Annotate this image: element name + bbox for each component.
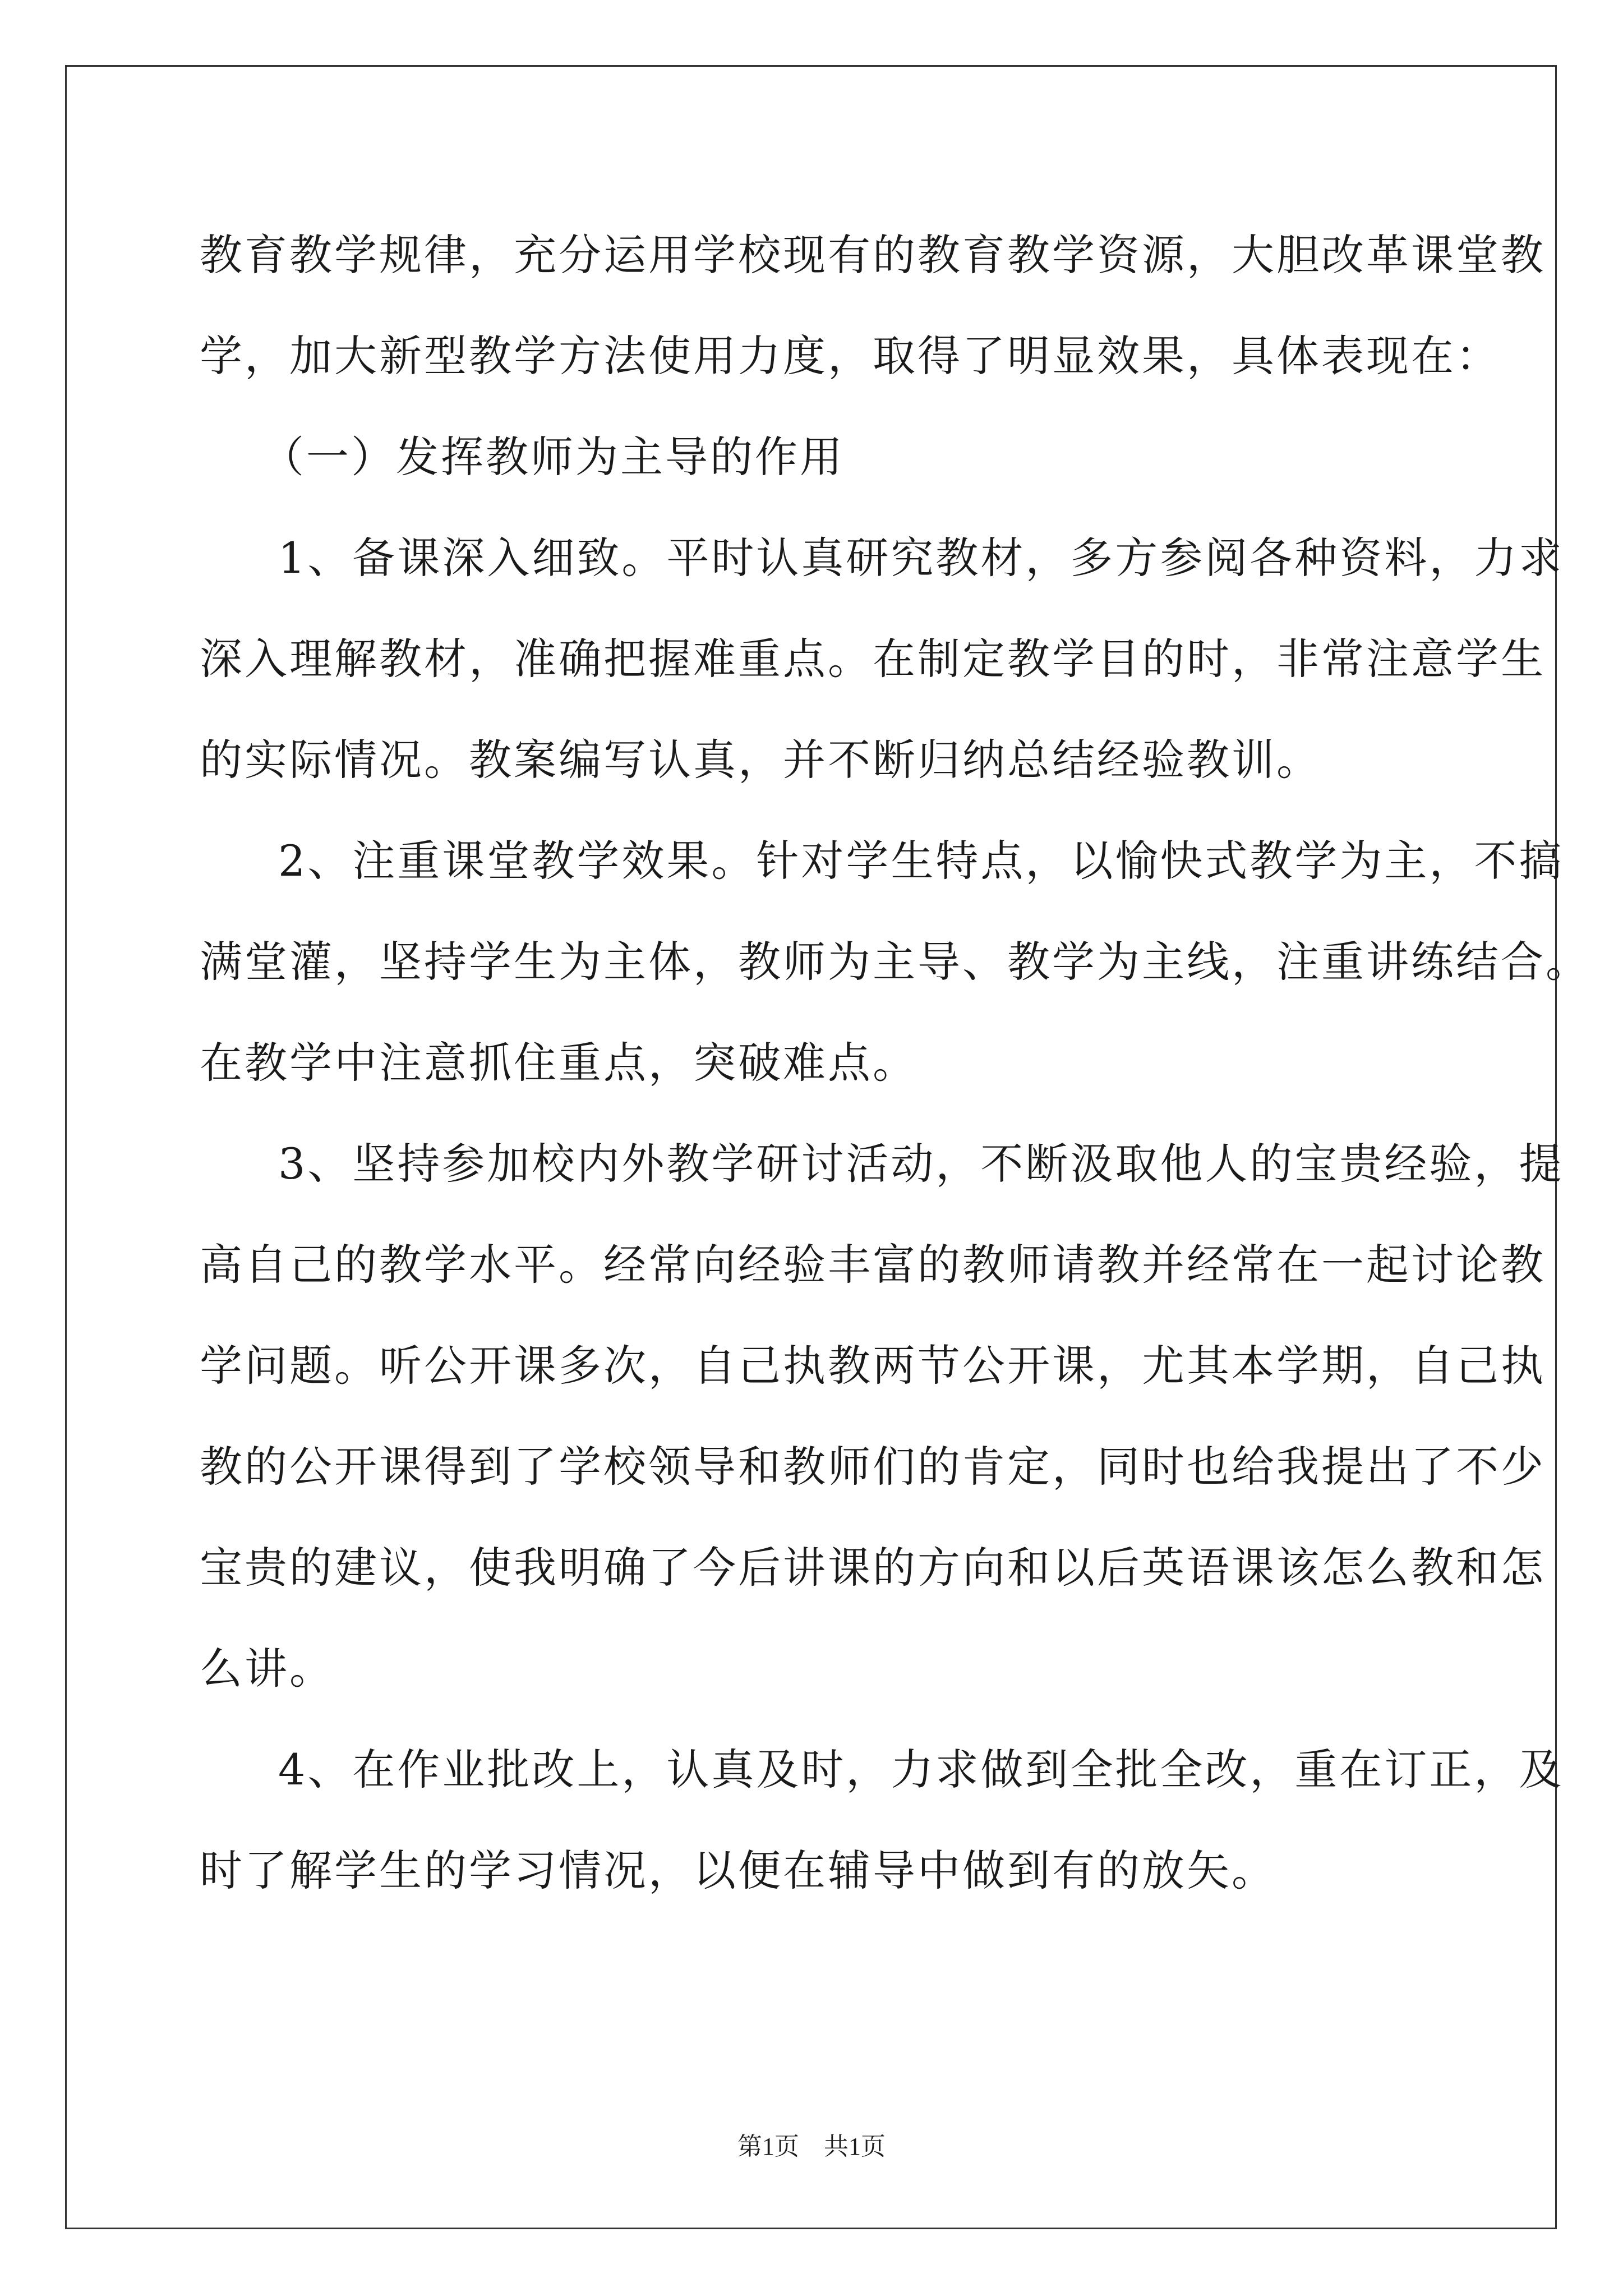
section-heading: （一）发挥教师为主导的作用 [261,432,845,482]
text-line: 时了解学生的学习情况，以便在辅导中做到有的放矢。 [200,1846,1276,1895]
text-line: 学，加大新型教学方法使用力度，取得了明显效果，具体表现在： [200,331,1501,381]
text-line: 高自己的教学水平。经常向经验丰富的教师请教并经常在一起讨论教 [200,1240,1546,1290]
document-body [200,205,1590,1921]
page-footer: 第1页 共1页 [737,2133,886,2160]
text-line: 1、备课深入细致。平时认真研究教材，多方参阅各种资料，力求 [278,533,1564,583]
text-line: 教育教学规律，充分运用学校现有的教育教学资源，大胆改革课堂教 [200,230,1546,280]
text-line: 么讲。 [200,1644,334,1694]
text-line: 宝贵的建议，使我明确了今后讲课的方向和以后英语课该怎么教和怎 [200,1543,1546,1593]
text-line: 教的公开课得到了学校领导和教师们的肯定，同时也给我提出了不少 [200,1442,1546,1492]
text-line: 2、注重课堂教学效果。针对学生特点，以愉快式教学为主，不搞 [278,836,1564,886]
text-line: 3、坚持参加校内外教学研讨活动，不断汲取他人的宝贵经验，提 [278,1139,1564,1189]
text-line: 满堂灌，坚持学生为主体，教师为主导、教学为主线，注重讲练结合。 [200,937,1590,987]
text-line: 4、在作业批改上，认真及时，力求做到全批全改，重在订正，及 [278,1745,1564,1795]
text-line: 在教学中注意抓住重点，突破难点。 [200,1038,917,1088]
text-line: 的实际情况。教案编写认真，并不断归纳总结经验教训。 [200,735,1321,785]
text-line: 学问题。听公开课多次，自己执教两节公开课，尤其本学期，自己执 [200,1341,1546,1391]
text-line: 深入理解教材，准确把握难重点。在制定教学目的时，非常注意学生 [200,634,1546,684]
